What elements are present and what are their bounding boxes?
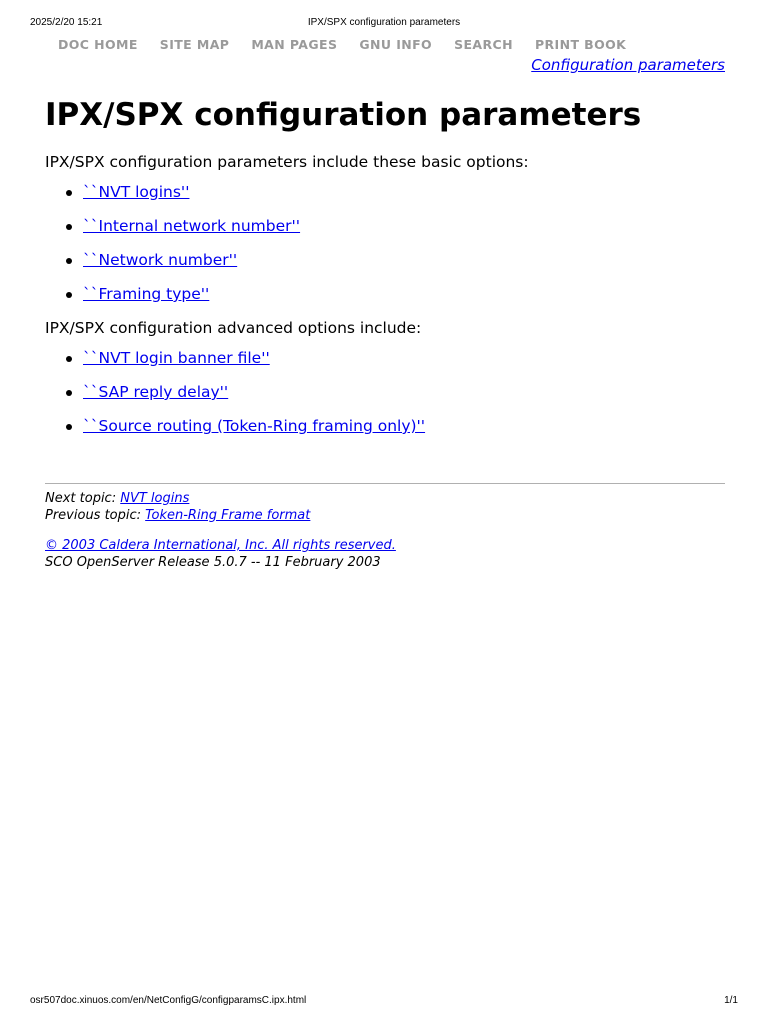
link-framing-type[interactable]: ``Framing type'' xyxy=(83,285,210,303)
print-title: IPX/SPX configuration parameters xyxy=(307,17,461,28)
next-topic xyxy=(45,491,310,508)
copyright-block xyxy=(45,538,396,571)
next-topic-link[interactable]: NVT logins xyxy=(120,491,190,506)
link-network-number[interactable]: ``Network number'' xyxy=(83,251,238,269)
link-source-routing[interactable]: ``Source routing (Token-Ring framing only)'' xyxy=(83,417,426,435)
breadcrumb-link[interactable]: Configuration parameters xyxy=(531,56,725,74)
list-item xyxy=(83,182,725,202)
bullet-icon xyxy=(66,258,72,264)
print-datetime: 2025/2/20 15:21 xyxy=(30,17,103,28)
bullet-icon xyxy=(66,224,72,230)
nav-gnu-info[interactable]: GNU INFO xyxy=(359,37,433,52)
previous-topic xyxy=(45,508,310,525)
basic-options-intro: IPX/SPX configuration parameters include these basic options: xyxy=(45,153,529,171)
nav-search[interactable]: SEARCH xyxy=(454,37,513,52)
footer-divider xyxy=(45,483,725,484)
basic-options-list xyxy=(45,182,725,304)
next-topic-label: Next topic: xyxy=(45,491,121,506)
print-footer xyxy=(30,995,738,1009)
list-item xyxy=(83,348,725,368)
page-title: IPX/SPX configuration parameters xyxy=(45,97,642,133)
nav-site-map[interactable]: SITE MAP xyxy=(159,37,230,52)
link-internal-network-number[interactable]: ``Internal network number'' xyxy=(83,217,301,235)
nav-man-pages[interactable]: MAN PAGES xyxy=(251,37,338,52)
list-item xyxy=(83,382,725,402)
print-page-number: 1/1 xyxy=(724,995,738,1006)
top-nav xyxy=(58,37,648,52)
bullet-icon xyxy=(66,424,72,430)
main-content xyxy=(45,92,725,450)
previous-topic-link[interactable]: Token-Ring Frame format xyxy=(145,507,311,523)
bullet-icon xyxy=(66,356,72,362)
bullet-icon xyxy=(66,390,72,396)
list-item xyxy=(83,284,725,304)
bullet-icon xyxy=(66,190,72,196)
link-sap-reply-delay[interactable]: ``SAP reply delay'' xyxy=(83,383,229,401)
nav-print-book[interactable]: PRINT BOOK xyxy=(534,37,627,52)
previous-topic-label: Previous topic: xyxy=(45,507,146,523)
advanced-options-list xyxy=(45,348,725,436)
nav-doc-home[interactable]: DOC HOME xyxy=(58,37,138,52)
release-info: SCO OpenServer Release 5.0.7 -- 11 February 2003 xyxy=(45,554,381,570)
bullet-icon xyxy=(66,292,72,298)
copyright-link[interactable]: © 2003 Caldera International, Inc. All rights reserved. xyxy=(45,538,396,553)
link-nvt-login-banner-file[interactable]: ``NVT login banner file'' xyxy=(83,349,270,367)
topic-navigation xyxy=(45,491,310,524)
list-item xyxy=(83,416,725,436)
print-url: osr507doc.xinuos.com/en/NetConfigG/configparamsC.ipx.html xyxy=(30,995,307,1006)
list-item xyxy=(83,216,725,236)
list-item xyxy=(83,250,725,270)
link-nvt-logins[interactable]: ``NVT logins'' xyxy=(83,183,190,201)
advanced-options-intro: IPX/SPX configuration advanced options include: xyxy=(45,319,422,337)
print-header xyxy=(30,17,738,31)
